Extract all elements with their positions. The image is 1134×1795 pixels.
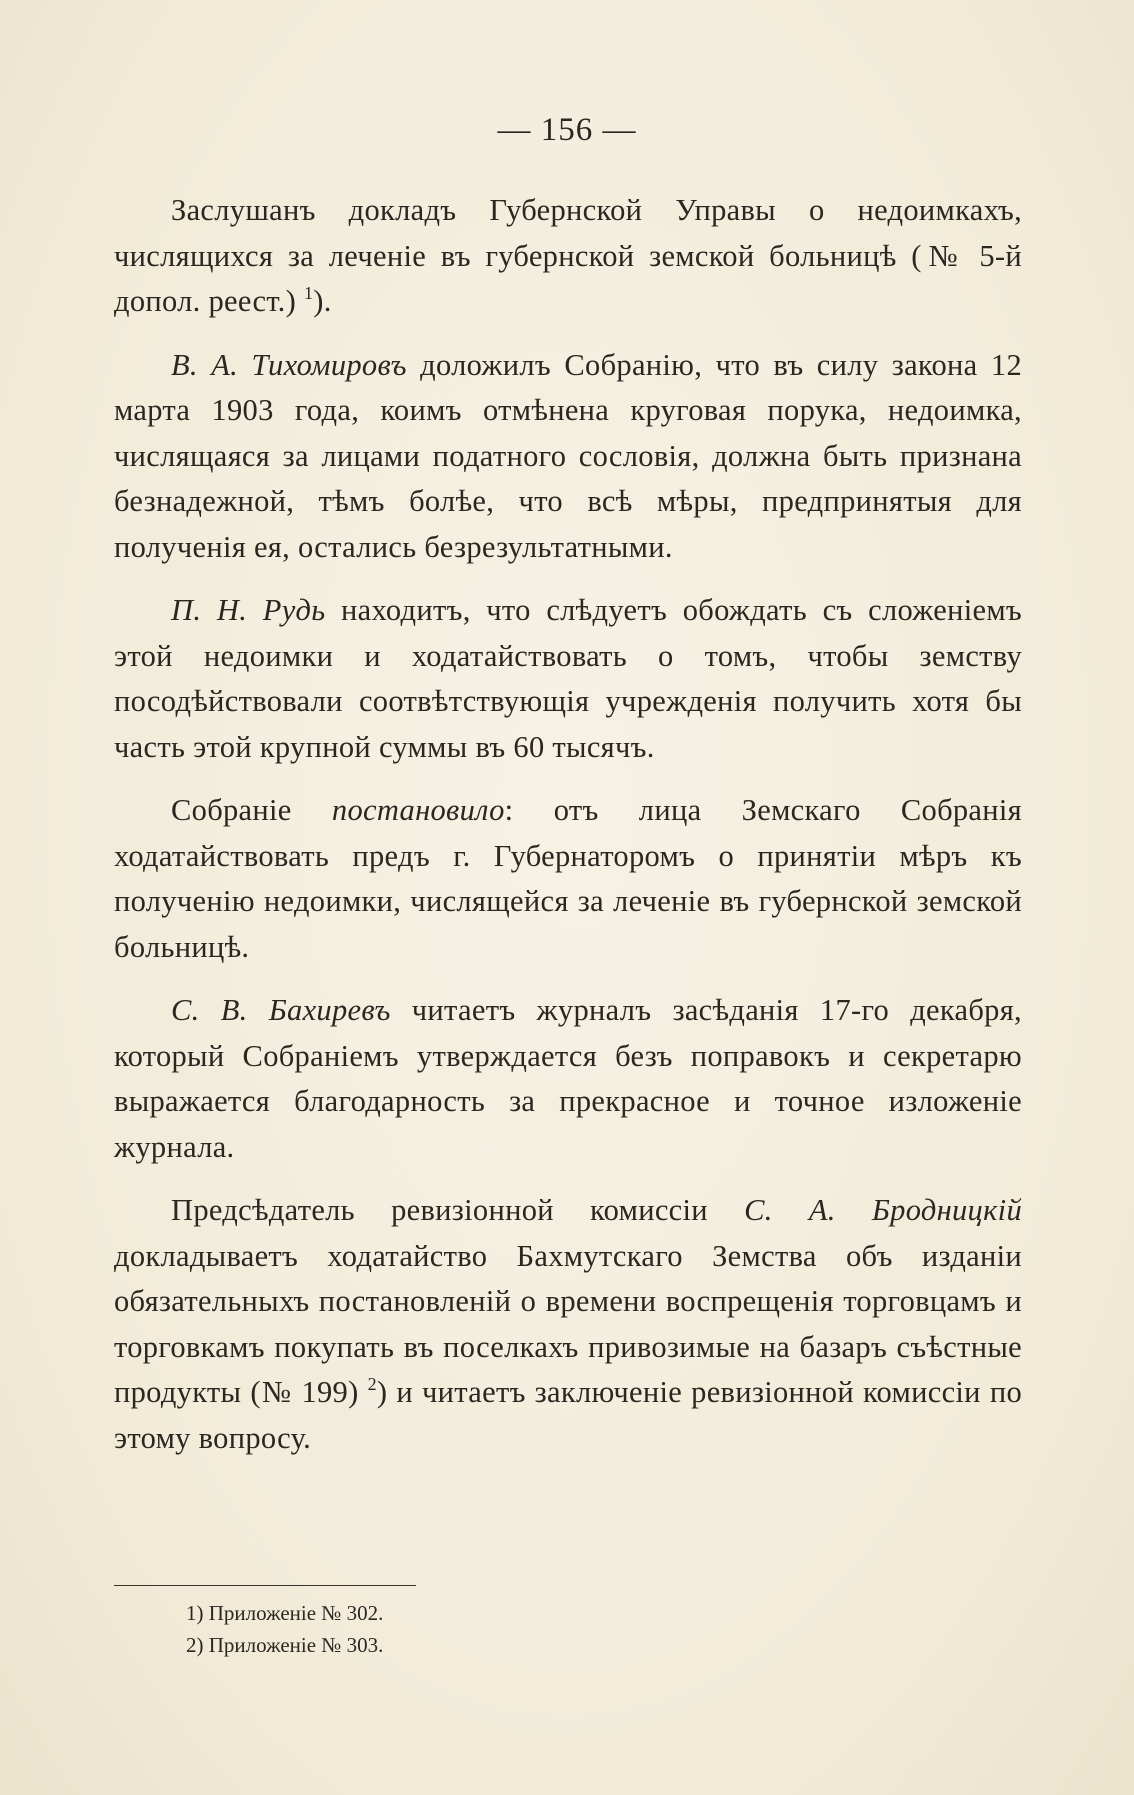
paragraph — [114, 788, 1022, 970]
italic-name: В. А. Тихомировъ — [171, 347, 407, 382]
text-run: читаетъ журналъ засѣданія 17-го декабря, который Собраніемъ утверждается безъ поправокъ и секретарю выражается благодарность за прекрасное и точное изложеніе журнала. — [114, 993, 1022, 1164]
italic-name: П. Н. Рудь — [171, 593, 326, 627]
footnote: 2) Приложеніе № 303. — [186, 1633, 384, 1657]
paragraph — [114, 188, 1022, 325]
footnotes — [186, 1597, 383, 1661]
text-run: : отъ лица Земскаго Собранія ходатайствовать предъ г. Губернаторомъ о принятіи мѣръ къ полученію недоимки, числящейся за леченіе въ губернской земской больницѣ. — [114, 793, 1022, 964]
text-run: Заслушанъ докладъ Губернской Управы о недоимкахъ, числящихся за леченіе въ губернской земской больницѣ (№ 5-й допол. реест.) — [114, 193, 1022, 318]
text-run: докладываетъ ходатайство Бахмутскаго Земства объ изданіи обязательныхъ постановленій о времени воспрещенія торговцамъ и торговкамъ покупать въ поселкахъ привозимые на базаръ съѣстные продукты (№ 199) — [114, 1238, 1022, 1409]
paragraph — [114, 1188, 1022, 1461]
footnote: 1) Приложеніе № 302. — [186, 1601, 384, 1625]
paragraph — [114, 588, 1022, 770]
text-run: доложилъ Собранію, что въ силу закона 12 марта 1903 года, коимъ отмѣнена круговая порука, недоимка, числящаяся за лицами податного сословія, должна быть признана безнадежной, тѣмъ болѣе, что всѣ мѣры, предпринятыя для полученія ея, остались безрезультатными. — [114, 347, 1022, 564]
text-run: ) и читаетъ заключеніе ревизіонной комиссіи по этому вопросу. — [114, 1375, 1022, 1455]
italic-name: постановило — [331, 793, 505, 827]
paragraph — [114, 343, 1022, 571]
page-number: — 156 — — [497, 112, 637, 148]
text-run: находитъ, что слѣдуетъ обождать съ сложеніемъ этой недоимки и ходатайствовать о томъ, чтобы земству посодѣйствовали соотвѣтствующія учрежденія получить хотя бы часть этой крупной суммы въ 60 тысячъ. — [114, 593, 1022, 764]
italic-name: С. А. Бродницкій — [744, 1193, 1023, 1227]
paragraph — [114, 988, 1022, 1170]
text-run: Собраніе — [171, 793, 332, 827]
footnote-divider — [114, 1585, 416, 1586]
footnote-marker: 2 — [367, 1374, 377, 1394]
body-text — [114, 188, 1022, 1461]
italic-name: С. В. Бахиревъ — [171, 993, 391, 1027]
text-run: Предсѣдатель ревизіонной комиссіи — [171, 1193, 745, 1227]
footnote-marker: 1 — [303, 283, 314, 303]
text-run: ). — [313, 284, 332, 318]
